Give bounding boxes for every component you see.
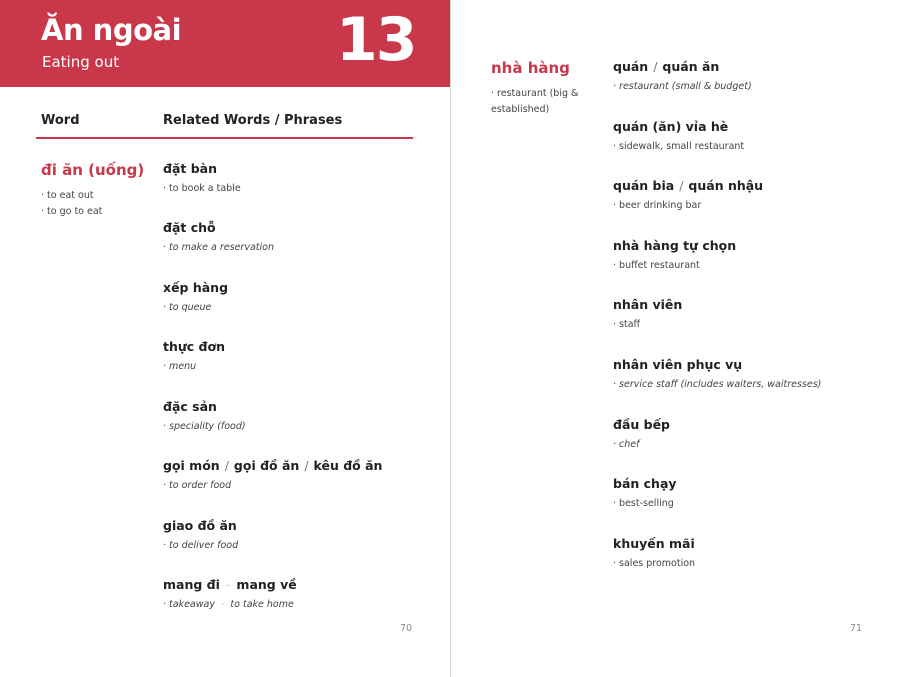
related-entry [613, 356, 883, 392]
entry-definition: · staff [613, 319, 641, 330]
definition-separator: - [220, 599, 225, 610]
entry-term: giao đồ ăn [163, 518, 237, 533]
entry-definition: to take home [230, 599, 294, 610]
main-word-definitions [41, 188, 102, 220]
entry-term-group [163, 457, 433, 475]
related-entry [613, 296, 883, 332]
related-entry [613, 475, 883, 511]
entry-term: bán chạy [613, 476, 677, 491]
column-header-rule [36, 137, 413, 139]
related-entry [613, 177, 883, 213]
related-entry [163, 219, 433, 255]
entry-definition: · to book a table [163, 183, 241, 194]
entry-term: mang về [236, 577, 297, 592]
entry-term: quán nhậu [688, 178, 764, 193]
related-entry [613, 58, 883, 94]
related-entry [613, 237, 883, 273]
term-separator: - [225, 577, 231, 592]
entry-term: đầu bếp [613, 417, 671, 432]
entry-definition: · sidewalk, small restaurant [613, 141, 745, 152]
page-number: 71 [850, 623, 863, 634]
term-separator: / [679, 178, 684, 193]
entry-term: kêu đồ ăn [313, 458, 383, 473]
related-entry [613, 416, 883, 452]
entry-term: nhân viên [613, 297, 683, 312]
entry-term: quán bia [613, 178, 675, 193]
entry-definition: · restaurant (small & budget) [613, 81, 752, 92]
term-separator: / [224, 458, 229, 473]
entry-term: đặc sản [163, 399, 217, 414]
related-entry [613, 118, 883, 154]
related-entry [163, 517, 433, 553]
entry-definition: · to make a reservation [163, 242, 274, 253]
related-entry [163, 279, 433, 315]
entry-definition: · to deliver food [163, 540, 239, 551]
chapter-header-band [0, 0, 450, 87]
entry-definition: · service staff (includes waiters, waitresses) [613, 379, 822, 390]
entry-term-group [613, 177, 883, 195]
entry-term: mang đi [163, 577, 220, 592]
entry-term: đặt bàn [163, 161, 217, 176]
right-page [451, 0, 900, 677]
main-word: nhà hàng [491, 59, 570, 77]
entry-definition: · sales promotion [613, 558, 696, 569]
related-entry [163, 576, 433, 612]
related-entry [163, 338, 433, 374]
main-word: đi ăn (uống) [41, 161, 145, 179]
main-word-definitions [491, 86, 578, 118]
term-separator: / [304, 458, 309, 473]
entry-term: gọi đồ ăn [233, 458, 300, 473]
entry-definition: · menu [163, 361, 197, 372]
main-word-definition: established) [491, 104, 550, 115]
entry-term: gọi món [163, 458, 220, 473]
entry-definition: · takeaway [163, 599, 215, 610]
entry-term: khuyến mãi [613, 536, 695, 551]
entry-term: quán (ăn) vỉa hè [613, 119, 729, 134]
main-word-definition: · to go to eat [41, 206, 103, 217]
related-entry [163, 398, 433, 434]
page-number: 70 [400, 623, 413, 634]
related-entry [163, 457, 433, 493]
entry-term: xếp hàng [163, 280, 229, 295]
entry-term-group [613, 58, 883, 76]
entry-term: quán [613, 59, 649, 74]
entry-definition: · best-selling [613, 498, 674, 509]
main-word-definition: · to eat out [41, 190, 94, 201]
entry-definition-group [163, 598, 433, 612]
related-entry [163, 160, 433, 196]
column-header-related: Related Words / Phrases [163, 113, 343, 128]
entry-term: quán ăn [662, 59, 720, 74]
chapter-number: 13 [336, 5, 416, 75]
entry-term-group [163, 576, 433, 594]
entry-definition: · speciality (food) [163, 421, 246, 432]
entry-definition: · chef [613, 439, 640, 450]
chapter-subtitle: Eating out [42, 53, 120, 71]
entry-definition: · beer drinking bar [613, 200, 702, 211]
related-entry [613, 535, 883, 571]
entry-term: đặt chỗ [163, 220, 216, 235]
main-word-definition: · restaurant (big & [491, 88, 579, 99]
entry-term: nhân viên phục vụ [613, 357, 743, 372]
chapter-title: Ăn ngoài [41, 13, 182, 47]
column-header-word: Word [41, 113, 80, 128]
entry-term: nhà hàng tự chọn [613, 238, 737, 253]
entry-definition: · to order food [163, 480, 232, 491]
entry-term: thực đơn [163, 339, 225, 354]
entry-definition: · buffet restaurant [613, 260, 700, 271]
entry-definition: · to queue [163, 302, 212, 313]
term-separator: / [653, 59, 658, 74]
